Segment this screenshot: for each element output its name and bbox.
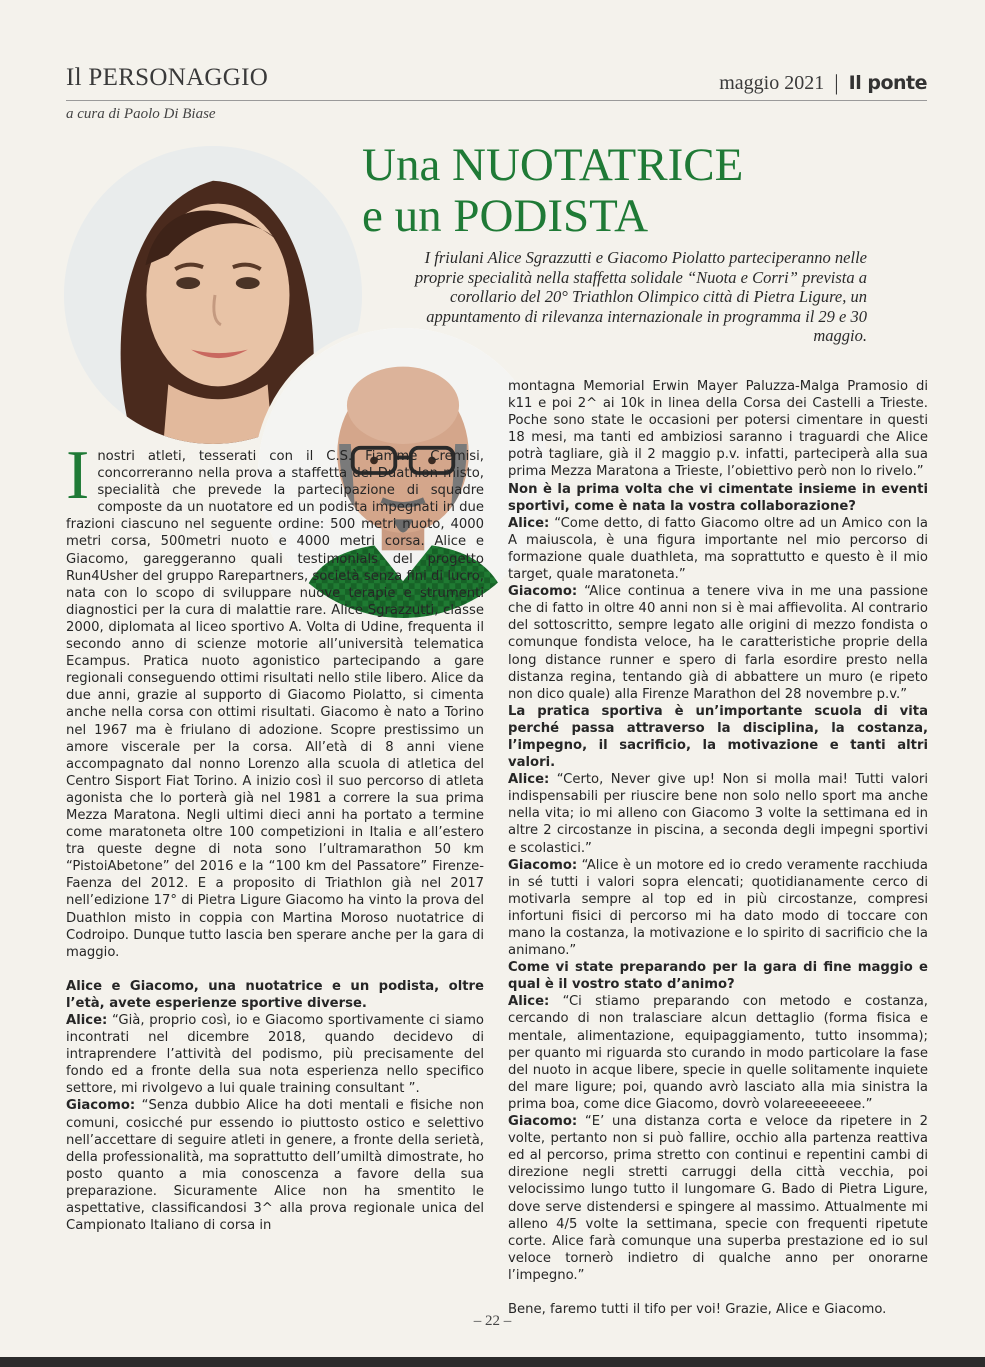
bottom-bar: [0, 1357, 985, 1367]
closing-line: Bene, faremo tutti il tifo per voi! Grazie, Alice e Giacomo.: [508, 1301, 887, 1317]
issue-date: maggio 2021: [719, 71, 825, 94]
section-rubric: Il PERSONAGGIO: [66, 64, 269, 91]
article-title: [362, 140, 743, 242]
title-line-2: e un PODISTA: [362, 190, 649, 242]
masthead-separator: |: [834, 70, 839, 95]
intro-paragraph: [66, 437, 484, 961]
question-3: La pratica sportiva è un’importante scuola di vita perché passa attraverso la disciplina, la costanza, l’impegno, il sacrificio, la motivazione e tanti altri valori.: [508, 703, 928, 771]
page-number: – 22 –: [473, 1313, 512, 1329]
speaker-label: Alice:: [66, 1013, 108, 1028]
left-column: [66, 437, 484, 1234]
header-rule: [66, 100, 927, 101]
continued-answer: montagna Memorial Erwin Mayer Paluzza-Malga Pramosio di k11 e poi 2^ ai 10k in linea della Corsa dei Castelli a Trieste. Poche sono state le occasioni per potersi cimentare in questi 18 mesi, ma tanti ed ambiziosi saranno i traguardi che Alice potrà tagliare, già il 2 maggio p.v. infatti, parteciperà alla sua prima Mezza Maratona a Trieste, l’obiettivo però non lo rivelo.”: [508, 379, 928, 480]
answer-3-giacomo: [508, 857, 928, 960]
answer-1-giacomo: [66, 1097, 484, 1234]
question-4: Come vi state preparando per la gara di fine maggio e qual è il vostro stato d’animo?: [508, 960, 928, 993]
title-line-1: Una NUOTATRICE: [362, 139, 744, 191]
speaker-label: Alice:: [508, 515, 550, 531]
byline: a cura di Paolo Di Biase: [66, 106, 216, 122]
magazine-logo: Il ponte: [848, 72, 927, 94]
question-2: Non è la prima volta che vi cimentate insieme in eventi sportivi, come è nata la vostra collaborazione?: [508, 481, 928, 514]
answer-2-alice: [508, 515, 928, 583]
answer-2-giacomo: [508, 583, 928, 703]
answer-text: “Alice è un motore ed io credo veramente racchiuda in sé tutti i valori sopra elencati; quotidianamente cerco di motivarla sempre al top ed in più circostanze, compresi infortuni fisici di percorso mi ha dato modo di toccare con mano la costanza, la motivazione e lo spirito di sacrificio che la animano.”: [508, 857, 928, 959]
answer-1-alice: [66, 1012, 484, 1097]
answer-text: “Come detto, di fatto Giacomo oltre ad un Amico con la A maiuscola, è una figura importante nel mio percorso di formazione quale duathleta, ma soprattutto e questo è il mio target, quale maratoneta.”: [508, 515, 928, 583]
speaker-label: Giacomo:: [508, 857, 578, 873]
question-1: Alice e Giacomo, una nuotatrice e un podista, oltre l’età, avete esperienze sportive diverse.: [66, 978, 484, 1011]
answer-text: “E’ una distanza corta e veloce da ripetere in 2 volte, pertanto non si può fallire, occhio alla partenza reattiva ed al percorso, prima stretto con continui e repentini cambi di direzione negli stretti carruggi della città vecchia, poi velocissimo lungo tutto il lungomare G. Bado di Pietra Ligure, dove serve distendersi e spingere al massimo. Attualmente mi alleno 4/5 volte la settimana, specie con frequenti ripetute corte. Alice farà comunque una superba prestazione ed io sul veloce tornerò indietro di qualche anno per onorarne l’impegno.”: [508, 1114, 928, 1283]
right-column: [508, 378, 928, 1318]
answer-3-alice: [508, 771, 928, 856]
answer-4-alice: [508, 993, 928, 1113]
answer-text: “Ci stiamo preparando con metodo e costanza, cercando di non tralasciare alcun dettaglio (forma fisica e mentale, alimentazione, equipaggiamento, tutto insomma); per quanto mi riguarda sto curando in modo particolare la fase del nuoto in acque libere, specie in quelle solitamente inquiete del mare ligure; poi, quando avrò lasciato alla mia sinistra la prima boa, come dice Giacomo, dovrò volareeeeeeee.”: [508, 994, 928, 1112]
article-subtitle: I friulani Alice Sgrazzutti e Giacomo Piolatto parteciperanno nelle proprie specialità nella staffetta solidale “Nuota e Corri” prevista a corollario del 20° Triathlon Olimpico città di Pietra Ligure, un appuntamento di rilevanza internazionale in programma il 29 e 30 maggio.: [414, 248, 867, 345]
answer-text: “Alice continua a tenere viva in me una passione che di fatto in oltre 40 anni non si è mai affievolita. Al contrario del sottoscritto, sempre legato alle origini di mezzo fondista o comunque fondista veloce, ha le caratteristiche proprie della long distance runner e spero di farla esordire presto nella distanza regina, tentando già di abbattere un muro (e ripeto non dico quale) alla Firenze Marathon del 28 novembre p.v.”: [508, 584, 928, 702]
intro-text: nostri atleti, tesserati con il C.S. Fiamme Cremisi, concorreranno nella prova a staffetta del Duathlon misto, specialità che prevede la partecipazione di squadre composte da un nuotatore ed un podista impegnati in due frazioni ciascuno nel seguente ordine: 500 metri nuoto, 4000 metri corsa, 500metri nuoto e 4000 metri corsa. Alice e Giacomo, gareggeranno quali testimonials del progetto Run4Usher del gruppo Rarepartners, società senza fini di lucro, nata con lo scopo di sviluppare nuove terapie e strumenti diagnostici per la cura di malattie rare. Alice Sgrazzutti, classe 2000, diplomata al liceo sportivo A. Volta di Udine, frequenta il secondo anno di scienze motorie all’università telematica Ecampus. Pratica nuoto agonistico partecipando a gare regionali conseguendo ottimi risultati nello stile libero. Alice da due anni, grazie al supporto di Giacomo Piolatto, si cimenta anche nella corsa con ottimi risultati. Giacomo è nato a Torino nel 1967 ma è friulano di adozione. Scopre prestissimo un amore viscerale per la corsa. All’età di 8 anni viene accompagnato dal nonno Lorenzo alla scuola di atletica del Centro Sisport Fiat Torino. A inizio così il suo percorso di atleta agonista che lo porterà già nel 1981 a correre la sua prima Mezza Maratona. Negli ultimi dieci anni ha portato a termine come maratoneta oltre 100 competizioni in Italia e all’estero tra queste degne di nota sono l’ultramarathon 50 km “PistoiAbetone” del 2016 e la “100 km del Passatore” Firenze-Faenza del 2012. E a proposito di Triathlon già nel 2017 nell’edizione 17° di Pietra Ligure Giacomo ha vinto la prova del Duathlon misto in coppia con Martina Moroso nuotatrice di Codroipo. Dunque tutto lascia ben sperare anche per la gara di maggio.: [66, 449, 484, 960]
speaker-label: Giacomo:: [508, 1114, 578, 1130]
speaker-label: Giacomo:: [66, 1098, 136, 1114]
speaker-label: Giacomo:: [508, 584, 578, 600]
answer-text: “Certo, Never give up! Non si molla mai! Tutti valori indispensabili per riuscire bene non solo nello sport ma anche nella vita; io mi alleno con Giacomo 3 volte la settimana ed in altre 2 circostanze in piscina, a seconda degli impegni sportivi e scolastici.”: [508, 772, 928, 856]
drop-cap: I: [66, 437, 90, 514]
answer-text: “Già, proprio così, io e Giacomo sportivamente ci siamo incontrati nel dicembre 2018, quando decidevo di intraprendere l’attività del podismo, più precisamente del fondo ed a fronte della sua nota esperienza nello specifico settore, mi rivolgevo a lui quale training consultant ”.: [66, 1013, 484, 1097]
masthead: [719, 70, 927, 96]
answer-4-giacomo: [508, 1113, 928, 1284]
speaker-label: Alice:: [508, 994, 550, 1010]
answer-text: “Senza dubbio Alice ha doti mentali e fisiche non comuni, cosicché pur essendo io piuttosto ostico e selettivo nell’accettare di seguire atleti in genere, a fronte della serietà, della professionalità, ma soprattutto dell’umiltà dimostrate, ho posto quanto a mia conoscenza a favore della sua preparazione. Sicuramente Alice non ha smentito le aspettative, classificandosi 3^ alla prova regionale unica del Campionato Italiano di corsa in: [66, 1098, 484, 1234]
speaker-label: Alice:: [508, 772, 550, 788]
